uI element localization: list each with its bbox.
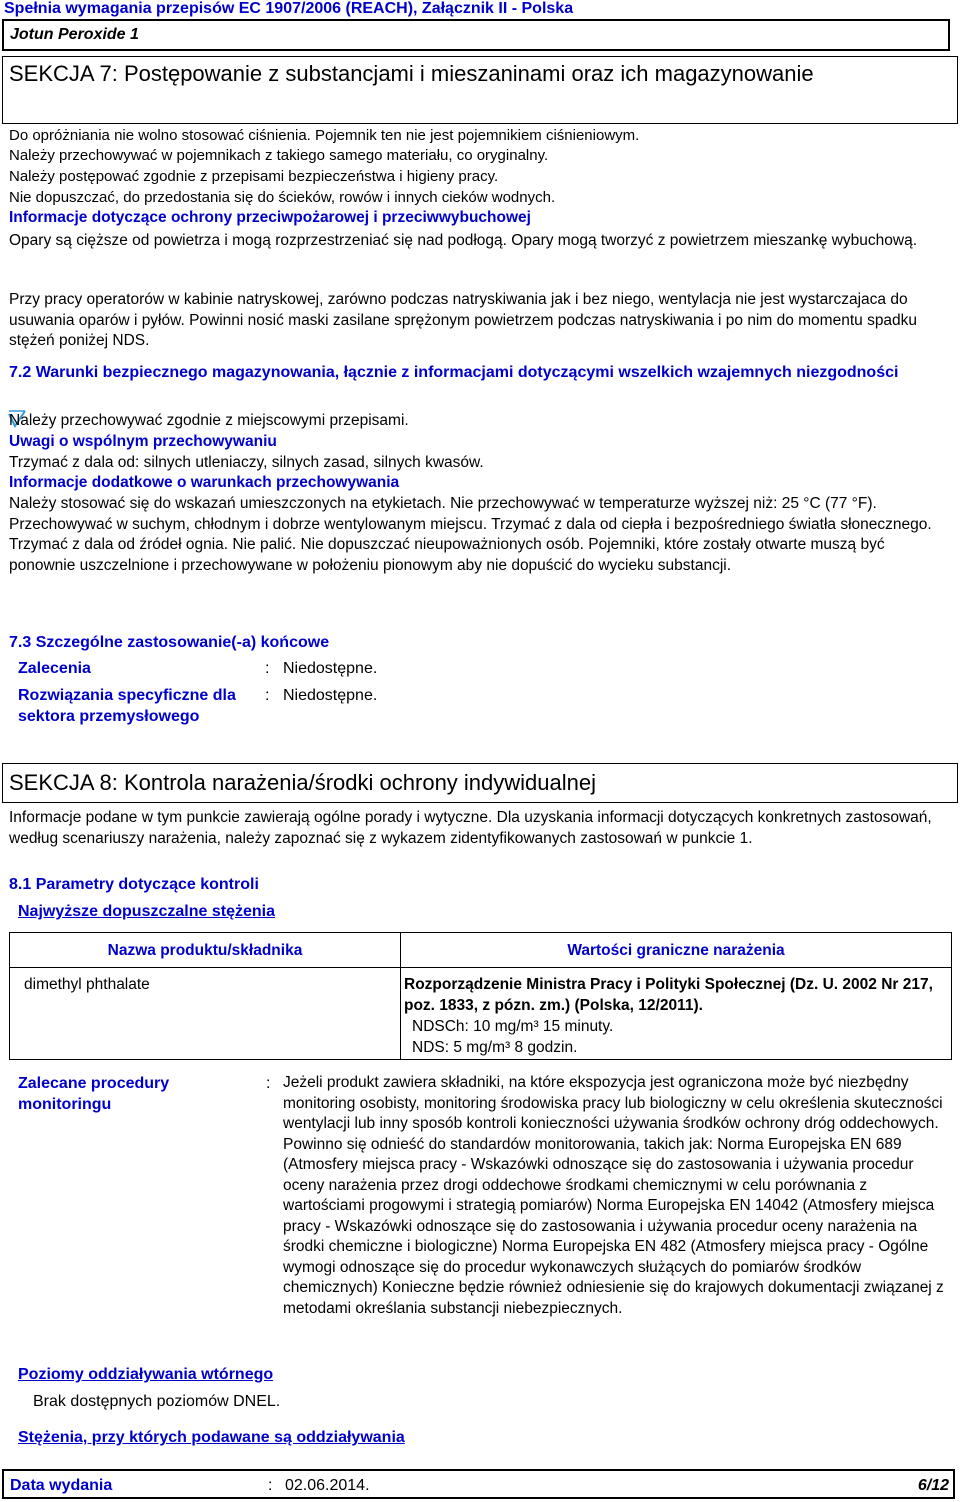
exposure-limits-table xyxy=(9,932,952,1060)
industry-solutions-value: Niedostępne. xyxy=(283,687,378,704)
dnel-heading[interactable]: Poziomy oddziaływania wtórnego xyxy=(18,1366,274,1383)
fire-heading: Informacje dotyczące ochrony przeciwpożarowej i przeciwwybuchowej xyxy=(9,209,531,226)
page-number: 6/12 xyxy=(917,1477,949,1494)
ndsch-value: NDSCh: 10 mg/m³ 15 minuty. xyxy=(412,1018,614,1035)
regulation-reference: Rozporządzenie Ministra Pracy i Polityki Społecznej (Dz. U. 2002 Nr 217, poz. 1833, z pózn. zm.) (Polska, 12/2011). xyxy=(404,976,933,1014)
s7-line-3: Należy postępować zgodnie z przepisami bezpieczeństwa i higieny pracy. xyxy=(9,168,499,185)
table-header-limits: Wartości graniczne narażenia xyxy=(401,933,952,968)
s7-line-2: Należy przechowywać w pojemnikach z takiego samego materiału, co oryginalny. xyxy=(9,147,549,164)
s8-intro: Informacje podane w tym punkcie zawierają ogólne porady i wytyczne. Dla uzyskania informacji dotyczących konkretnych zastosowań, według scenariuszy narażenia, należy zapoznać się z wykazem zidentyfikowanych zastosowań w punkcie 1. xyxy=(9,809,932,847)
section-7-title: SEKCJA 7: Postępowanie z substancjami i mieszaninami oraz ich magazynowanie xyxy=(9,61,814,86)
footer-box xyxy=(2,1469,955,1499)
joint-storage-heading: Uwagi o wspólnym przechowywaniu xyxy=(9,433,277,450)
s7-line-1: Do opróżniania nie wolno stosować ciśnienia. Pojemnik ten nie jest pojemnikiem ciśnieniowym. xyxy=(9,127,640,144)
issue-date-colon: : xyxy=(268,1477,273,1494)
s73-heading: 7.3 Szczególne zastosowanie(-a) końcowe xyxy=(9,634,330,651)
extra-storage-text: Należy stosować się do wskazań umieszczonych na etykietach. Nie przechowywać w temperaturze wyższej niż: 25 °C (77 °F). Przechowywać w suchym, chłodnym i dobrze wentylowanym miejscu. Trzymać z dala od ciepła i bezpośredniego światła słonecznego. Trzymać z dala od źródeł ognia. Nie palić. Nie dopuszczać nieupoważnionych osób. Pojemniki, które zostały otwarte muszą być ponownie uszczelnione i przechowywane w położeniu pionowym aby nie dopuścić do wycieku substancji. xyxy=(9,495,932,574)
section-7-title-box xyxy=(2,56,958,124)
joint-storage-text: Trzymać z dala od: silnych utleniaczy, silnych zasad, silnych kwasów. xyxy=(9,454,484,471)
section-8-title-box xyxy=(2,763,958,803)
monitoring-text: Jeżeli produkt zawiera składniki, na które ekspozycja jest ograniczona może być niezbędny monitoring osobisty, monitoring środowiska pracy lub biologiczny w celu określenia skuteczności wentylacji lub inny sposób kontroli konieczności używania środków ochrony dróg oddechowych. Powinno się odnieść do standardów monitorowania, takich jak: Norma Europejska EN 689 (Atmosfery miejsca pracy - Wskazówki odnoszące się do zastosowania i używania procedur oceny narażenia przez drogi oddechowe środkami chemicznymi w celu porównania z wartościami progowymi i strategią pomiarów) Norma Europejska EN 14042 (Atmosfery miejsca pracy - Wskazówki odnoszące się do zastosowania i używania procedur oceny narażenia na środki chemiczne i biologiczne) Norma Europejska EN 482 (Atmosfery miejsca pracy - Ogólne wymogi odnoszące się do procedur wykonawczych służących do pomiarów środków chemicznych) Konieczne będzie również odniesienie się do krajowych dokumentacji związanej z metodami określania substancji niebezpiecznych. xyxy=(283,1074,944,1317)
recommendations-value: Niedostępne. xyxy=(283,660,378,677)
industry-solutions-colon: : xyxy=(265,687,270,704)
fire-text: Opary są cięższe od powietrza i mogą rozprzestrzeniać się nad podłogą. Opary mogą tworzyć z powietrzem mieszankę wybuchową. xyxy=(9,232,918,249)
limit-cell xyxy=(401,968,952,1060)
table-header-name: Nazwa produktu/składnika xyxy=(10,933,401,968)
section-8-title: SEKCJA 8: Kontrola narażenia/środki ochrony indywidualnej xyxy=(9,770,596,795)
extra-storage-heading: Informacje dodatkowe o warunkach przechowywania xyxy=(9,474,400,491)
recommendations-label: Zalecenia xyxy=(18,660,91,677)
product-name-box xyxy=(2,19,950,51)
dnel-text: Brak dostępnych poziomów DNEL. xyxy=(33,1393,281,1410)
nds-value: NDS: 5 mg/m³ 8 godzin. xyxy=(412,1039,578,1056)
s72-heading: 7.2 Warunki bezpiecznego magazynowania, łącznie z informacjami dotyczącymi wszelkich wzajemnych niezgodności xyxy=(9,364,899,381)
industry-solutions-label: Rozwiązania specyficzne dla sektora przemysłowego xyxy=(18,687,236,725)
table-row xyxy=(10,968,952,1060)
s72-line: Należy przechowywać zgodnie z miejscowymi przepisami. xyxy=(9,412,409,429)
s7-line-4: Nie dopuszczać, do przedostania się do ścieków, rowów i innych cieków wodnych. xyxy=(9,189,556,206)
monitoring-label: Zalecane procedury monitoringu xyxy=(18,1075,170,1113)
pec-heading[interactable]: Stężenia, przy których podawane są oddziaływania xyxy=(18,1429,405,1446)
monitoring-colon: : xyxy=(266,1075,271,1092)
s81-heading: 8.1 Parametry dotyczące kontroli xyxy=(9,876,259,893)
limits-heading[interactable]: Najwyższe dopuszczalne stężenia xyxy=(18,903,275,920)
issue-date-value: 02.06.2014. xyxy=(285,1477,370,1494)
issue-date-label: Data wydania xyxy=(10,1477,113,1494)
product-name: Jotun Peroxide 1 xyxy=(10,26,139,43)
regulation-header: Spełnia wymagania przepisów EC 1907/2006 (REACH), Załącznik II - Polska xyxy=(4,0,574,17)
recommendations-colon: : xyxy=(265,660,270,677)
spray-text: Przy pracy operatorów w kabinie natryskowej, zarówno podczas natryskiwania jak i bez niego, wentylacja nie jest wystarczajaca do usuwania oparów i pyłów. Powinni nosić maski zasilane sprężonym powietrzem podczas natryskiwania i po nim do momentu spadku stężeń poniżej NDS. xyxy=(9,291,918,349)
component-name: dimethyl phthalate xyxy=(10,968,401,1060)
